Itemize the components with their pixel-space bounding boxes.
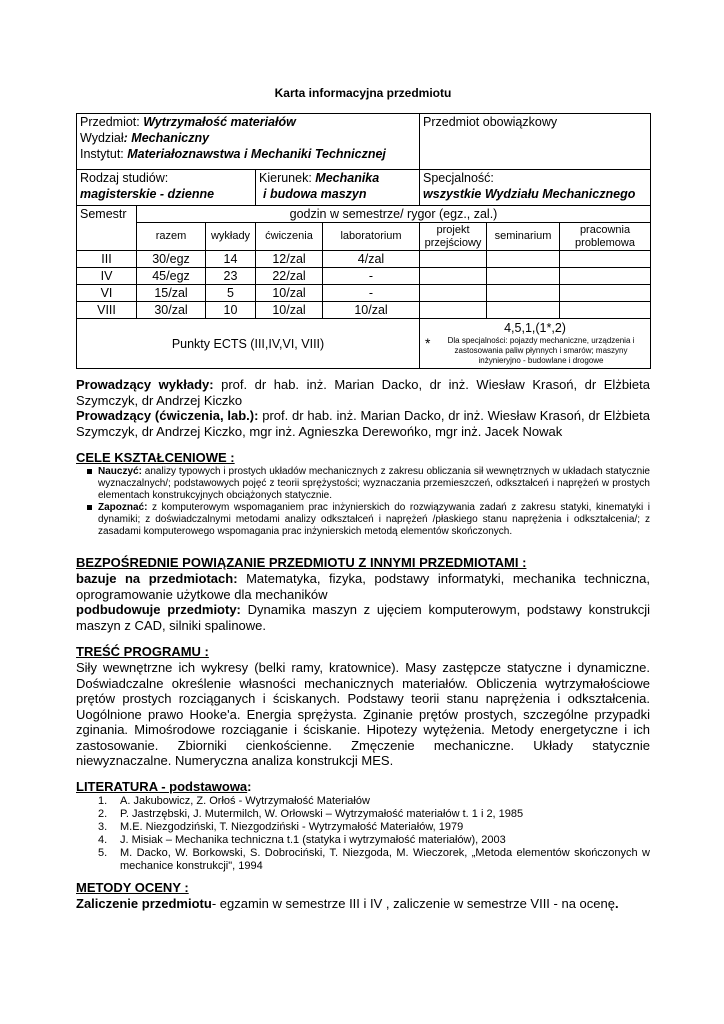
cele-heading: CELE KSZTAŁCENIOWE : (76, 450, 235, 465)
przedmiot-value: Wytrzymałość materiałów (143, 115, 296, 129)
wyklady-label: Prowadzący wykłady: (76, 377, 214, 392)
list-item (76, 834, 650, 847)
column-header: wykłady (206, 223, 256, 251)
list-text: M.E. Niezgodziński, T. Niezgodziński - Wytrzymałość Materiałów, 1979 (120, 821, 464, 833)
obligatory-label: Przedmiot obowiązkowy (423, 115, 558, 129)
cele-section (76, 450, 650, 538)
table-cell (487, 268, 560, 285)
table-cell (560, 302, 651, 319)
course-info-table (76, 113, 651, 369)
list-item (76, 847, 650, 873)
table-cell (487, 302, 560, 319)
metody-section (76, 880, 650, 912)
bazuje-label: bazuje na przedmiotach: (76, 571, 238, 586)
list-number: 3. (98, 821, 108, 833)
table-cell (420, 268, 487, 285)
table-row (77, 268, 651, 285)
metody-heading: METODY OCENY : (76, 880, 189, 895)
tresc-text: Siły wewnętrzne ich wykresy (belki ramy, kratownice). Masy zastępcze statyczne i dynamiczne. Doświadczalne określenie własności mechanicznych materiałów. Obliczenia wytrzymałościowe prętów prostych rozciąganych i ściskanych. Podstawy teorii stanu naprężenia i odkształcenia. Uogólnione prawo Hooke'a. Energia sprężysta. Zginanie prętów prostych, szczególne przypadki zginania. Mimośrodowe rozciąganie i ściskanie. Hipotezy wytężenia. Metody energetyczne i ich zastosowanie. Zbiorniki cienkościenne. Zmęczenie mechaniczne. Układy statycznie niewyznaczalne. Numeryczna analiza konstrukcji MES. (76, 660, 650, 768)
table-cell: 4/zal (323, 251, 420, 268)
table-cell: IV (77, 268, 137, 285)
list-text: J. Misiak – Mechanika techniczna t.1 (statyka i wytrzymałość materiałów), 2003 (120, 834, 506, 846)
table-cell: 10/zal (256, 302, 323, 319)
table-cell (487, 251, 560, 268)
kierunek-cell (256, 170, 420, 206)
table-cell (560, 285, 651, 302)
table-cell: 23 (206, 268, 256, 285)
cwiczenia-value: prof. dr hab. inż. Marian Dacko, dr inż. Wiesław Krasoń, dr Elżbieta Szymczyk, dr Andrzej Kiczko, mgr inż. Agnieszka Derewońko, mgr inż. Jacek Nowak (76, 408, 650, 439)
wydzial-value: : Mechaniczny (123, 131, 210, 145)
table-cell: - (323, 285, 420, 302)
list-item (76, 795, 650, 808)
godziny-header (137, 206, 651, 223)
godziny-label: godzin w semestrze/ rygor (egz., zal.) (289, 207, 498, 221)
table-cell: VI (77, 285, 137, 302)
ects-value: 4,5,1,(1*,2) (504, 321, 566, 335)
ects-label-cell (77, 319, 420, 369)
column-header: pracownia problemowa (560, 223, 651, 251)
spec-label: Specjalność: (423, 171, 494, 185)
literature-list (76, 795, 650, 873)
list-number: 1. (98, 795, 108, 807)
table-cell: 12/zal (256, 251, 323, 268)
ects-label: Punkty ECTS (III,IV,VI, VIII) (171, 336, 325, 351)
list-item (76, 808, 650, 821)
table-cell (420, 302, 487, 319)
table-row (77, 251, 651, 268)
instytut-value: Materiałoznawstwa i Mechaniki Technicznej (127, 147, 386, 161)
table-cell: 45/egz (137, 268, 206, 285)
cwiczenia-label: Prowadzący (ćwiczenia, lab.): (76, 408, 259, 423)
table-cell: 22/zal (256, 268, 323, 285)
table-cell: 15/zal (137, 285, 206, 302)
table-cell (560, 268, 651, 285)
table-cell: 10 (206, 302, 256, 319)
course-header-cell (77, 114, 420, 170)
rodzaj-label: Rodzaj studiów: (80, 171, 169, 185)
list-item (76, 466, 650, 502)
table-cell: - (323, 268, 420, 285)
table-cell: 10/zal (256, 285, 323, 302)
table-cell: 5 (206, 285, 256, 302)
rodzaj-value: magisterskie - dzienne (80, 187, 215, 201)
column-header: laboratorium (323, 223, 420, 251)
column-header: ćwiczenia (256, 223, 323, 251)
wydzial-label: Wydział (80, 131, 124, 145)
bullet-text: analizy typowych i prostych układów mechanicznych z zakresu obliczania sił wewnętrznych w układach statycznie wyznaczalnych/; podstawowych pojęć z teorii sprężystości; wyznaczania przemieszczeń, odkształceń i naprężeń w prostych elementach konstrukcyjnych obciążonych statycznie. (98, 466, 650, 501)
literatura-heading: LITERATURA - podstawowa (76, 779, 248, 794)
table-cell: III (77, 251, 137, 268)
column-header: projekt przejściowy (420, 223, 487, 251)
table-cell (560, 251, 651, 268)
powiazanie-heading: BEZPOŚREDNIE POWIĄZANIE PRZEDMIOTU Z INNYMI PRZEDMIOTAMI : (76, 555, 527, 570)
list-item (76, 821, 650, 834)
bullet-icon (87, 469, 92, 474)
podbudowuje-label: podbudowuje przedmioty: (76, 602, 241, 617)
list-number: 4. (98, 834, 108, 846)
instytut-label: Instytut: (80, 147, 124, 161)
kierunek-value-2: i budowa maszyn (263, 187, 367, 201)
list-text: A. Jakubowicz, Z. Orłoś - Wytrzymałość Materiałów (120, 795, 370, 807)
wyklady-value: prof. dr hab. inż. Marian Dacko, dr inż. Wiesław Krasoń, dr Elżbieta Szymczyk, dr Andrzej Kiczko (76, 377, 651, 408)
column-header: razem (137, 223, 206, 251)
table-cell: 10/zal (323, 302, 420, 319)
list-item (76, 502, 650, 538)
bullet-label: Nauczyć: (98, 466, 142, 477)
table-cell: 14 (206, 251, 256, 268)
table-cell (487, 285, 560, 302)
podbudowuje-value: Dynamika maszyn z ujęciem komputerowym, podstawy konstrukcji maszyn z CAD, silniki spalinowe. (76, 602, 650, 633)
table-cell (420, 251, 487, 268)
list-number: 2. (98, 808, 108, 820)
kierunek-label: Kierunek: (259, 171, 312, 185)
powiazanie-section (76, 555, 650, 633)
metody-end: . (614, 896, 619, 911)
semestr-header (77, 206, 137, 251)
literatura-heading-suffix: : (247, 779, 252, 794)
ects-value-cell (420, 319, 651, 369)
table-cell: 30/zal (137, 302, 206, 319)
table-cell: VIII (77, 302, 137, 319)
ects-star: * (425, 335, 431, 351)
table-cell (420, 285, 487, 302)
list-number: 5. (98, 847, 108, 859)
column-header: seminarium (487, 223, 560, 251)
spec-value: wszystkie Wydziału Mechanicznego (423, 187, 636, 201)
list-text: M. Dacko, W. Borkowski, S. Dobrociński, T. Niezgoda, M. Wieczorek, „Metoda elementów skończonych w mechanice konstrukcji", 1994 (120, 847, 650, 872)
literatura-section (76, 779, 650, 873)
bullet-label: Zapoznać: (98, 502, 148, 513)
semestr-label: Semestr (80, 207, 127, 221)
kierunek-value-1: Mechanika (315, 171, 380, 185)
przedmiot-label: Przedmiot: (80, 115, 140, 129)
metody-text: - egzamin w semestrze III i IV , zaliczenie w semestrze VIII - na ocenę (211, 896, 615, 911)
table-row (77, 285, 651, 302)
tresc-section (76, 644, 650, 769)
obligatory-cell (420, 114, 651, 170)
document-title: Karta informacyjna przedmiotu (274, 86, 452, 100)
metody-label: Zaliczenie przedmiotu (76, 896, 212, 911)
bazuje-value: Matematyka, fizyka, podstawy informatyki, mechanika techniczna, oprogramowanie użytkowe dla mechaników (76, 571, 650, 602)
rodzaj-cell (77, 170, 256, 206)
lecturers-section (76, 377, 650, 439)
table-cell: 30/egz (137, 251, 206, 268)
bullet-icon (87, 505, 92, 510)
spec-cell (420, 170, 651, 206)
ects-note: Dla specjalności: pojazdy mechaniczne, urządzenia i zastosowania paliw płynnych i smarów; maszyny inżynieryjno - budowlane i drogowe (447, 336, 635, 365)
bullet-text: z komputerowym wspomaganiem prac inżynierskich do rozwiązywania zadań z zakresu statyki, kinematyki i dynamiki; z doświadczalnymi metodami analizy odkształceń i naprężeń /płaskiego stanu naprężenia i odkształcenia/; z zasadami komputerowego wspomagania prac inżynierskich metodą elementów skończonych. (98, 502, 650, 537)
tresc-heading: TREŚĆ PROGRAMU : (76, 644, 209, 659)
list-text: P. Jastrzębski, J. Mutermilch, W. Orłowski – Wytrzymałość materiałów t. 1 i 2, 1985 (120, 808, 524, 820)
table-row (77, 302, 651, 319)
